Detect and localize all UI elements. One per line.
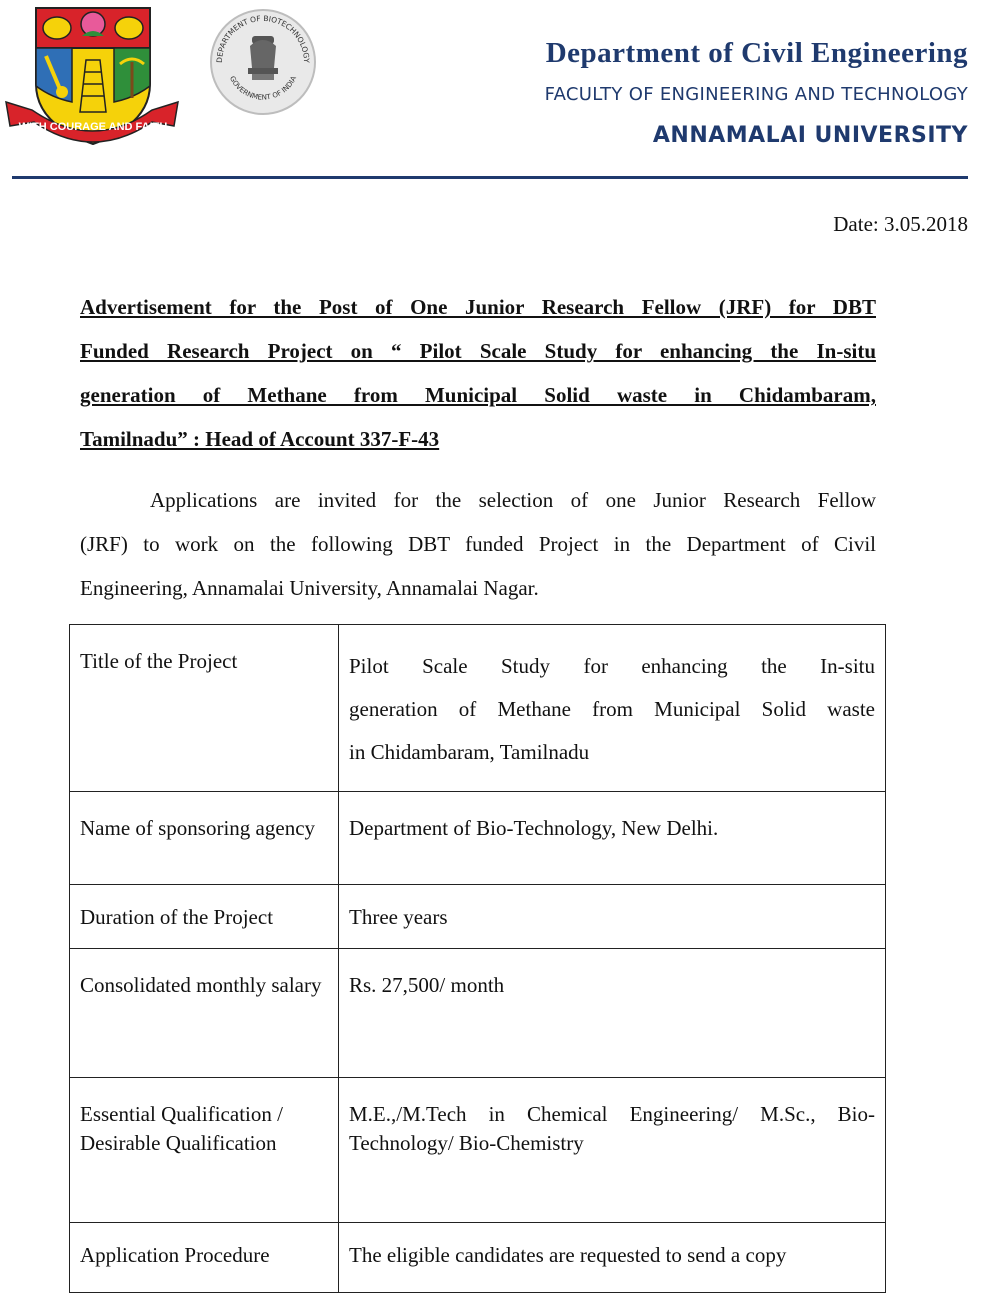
heading-line: Tamilnadu” : Head of Account 337-F-43 (80, 427, 440, 451)
heading-line: Advertisement for the Post of One Junior Research Fellow (JRF) for DBT (80, 295, 876, 319)
intro-line: Engineering, Annamalai University, Annamalai Nagar. (80, 576, 539, 600)
row-label: Consolidated monthly salary (80, 973, 322, 997)
row-value-line: Pilot Scale Study for enhancing the In-situ (349, 654, 875, 678)
intro-paragraph (80, 478, 876, 610)
intro-line: Applications are invited for the selection of one Junior Research Fellow (150, 488, 876, 512)
table-value-cell (339, 885, 886, 949)
table-row (70, 885, 886, 949)
row-label: Essential Qualification / Desirable Qualification (80, 1102, 283, 1155)
dbt-seal (208, 6, 318, 118)
motto-text: WITH COURAGE AND FAITH (18, 121, 168, 133)
row-label: Name of sponsoring agency (80, 816, 316, 840)
row-value (339, 625, 885, 774)
seal-top-text: DEPARTMENT OF BIOTECHNOLOGY (214, 13, 312, 64)
heading-line: Funded Research Project on “ Pilot Scale Study for enhancing the In-situ (80, 339, 876, 363)
row-value-line: generation of Methane from Municipal Solid waste (349, 697, 875, 721)
table-label-cell (70, 949, 339, 1078)
table-row (70, 625, 886, 792)
row-label: Title of the Project (80, 649, 238, 673)
seal-bottom-text: GOVERNMENT OF INDIA (227, 74, 299, 102)
heading-line: generation of Methane from Municipal Solid waste in Chidambaram, (80, 383, 876, 407)
row-label: Application Procedure (80, 1243, 270, 1267)
table-row (70, 1223, 886, 1293)
table-label-cell (70, 1223, 339, 1293)
table-value-cell (339, 949, 886, 1078)
row-value-line: in Chidambaram, Tamilnadu (349, 740, 590, 764)
table-row (70, 792, 886, 885)
row-value: Three years (349, 905, 448, 929)
table-value-cell (339, 1223, 886, 1293)
row-value: The eligible candidates are requested to send a copy (349, 1243, 787, 1267)
intro-line: (JRF) to work on the following DBT funded Project in the Department of Civil (80, 532, 876, 556)
table-row (70, 949, 886, 1078)
department-title: Department of Civil Engineering (545, 37, 968, 69)
table-label-cell (70, 625, 339, 792)
table-label-cell (70, 885, 339, 949)
table-value-cell (339, 625, 886, 792)
table-value-cell (339, 792, 886, 885)
university-name: ANNAMALAI UNIVERSITY (652, 123, 968, 148)
document-date: Date: 3.05.2018 (833, 212, 968, 236)
table-label-cell (70, 1078, 339, 1223)
advertisement-heading (80, 285, 876, 461)
row-label: Duration of the Project (80, 905, 274, 929)
faculty-name: FACULTY OF ENGINEERING AND TECHNOLOGY (544, 84, 968, 105)
table-row (70, 1078, 886, 1223)
row-value: Rs. 27,500/ month (349, 973, 505, 997)
project-details-table (69, 624, 886, 1293)
row-value: M.E.,/M.Tech in Chemical Engineering/ M.Sc., Bio-Technology/ Bio-Chemistry (349, 1102, 875, 1155)
row-value: Department of Bio-Technology, New Delhi. (349, 816, 719, 840)
table-value-cell (339, 1078, 886, 1223)
letterhead (545, 34, 968, 148)
table-label-cell (70, 792, 339, 885)
university-emblem (2, 2, 182, 148)
header-divider (12, 176, 968, 179)
